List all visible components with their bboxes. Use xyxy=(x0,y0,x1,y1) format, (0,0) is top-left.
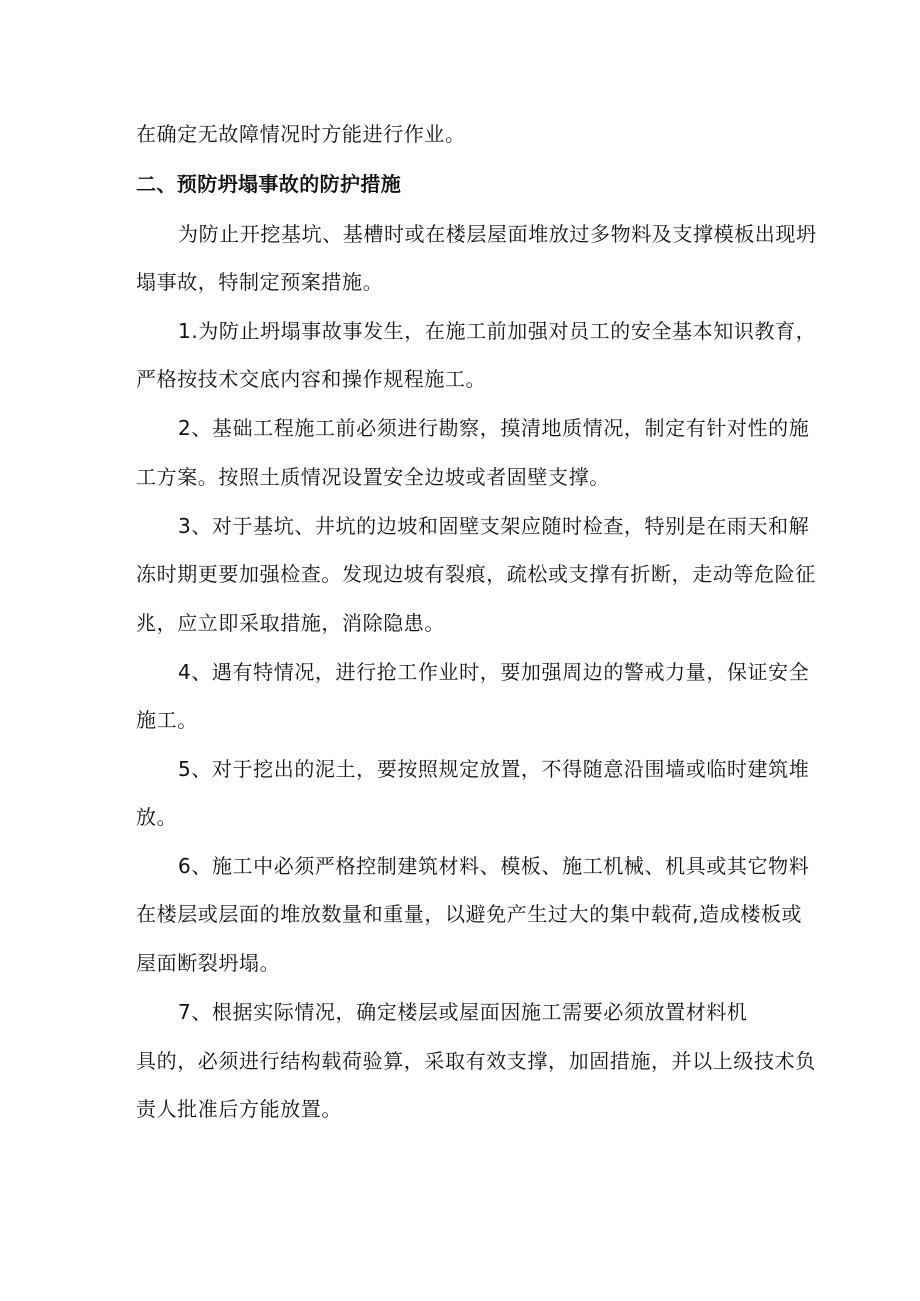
paragraph-line: 在楼层或层面的堆放数量和重量，以避免产生过大的集中载荷,造成楼板或 xyxy=(136,902,803,926)
paragraph-line: 责人批准后方能放置。 xyxy=(136,1097,342,1121)
paragraph-line: 严格按技术交底内容和操作规程施工。 xyxy=(136,367,487,391)
paragraph-line: 兆，应立即采取措施，消除隐患。 xyxy=(136,611,445,635)
section-heading: 二、预防坍塌事故的防护措施 xyxy=(136,172,402,196)
paragraph-line: 工方案。按照土质情况设置安全边坡或者固壁支撑。 xyxy=(136,465,610,489)
text-line: 在确定无故障情况时方能进行作业。 xyxy=(136,122,466,146)
paragraph-line: 7、根据实际情况，确定楼层或屋面因施工需要必须放置材料机 xyxy=(178,1000,748,1024)
paragraph-line: 4、遇有特情况，进行抢工作业时，要加强周边的警戒力量，保证安全 xyxy=(178,660,810,684)
paragraph-line: 3、对于基坑、井坑的边坡和固壁支架应随时检查，特别是在雨天和解 xyxy=(178,514,810,538)
paragraph-line: 6、施工中必须严格控制建筑材料、模板、施工机械、机具或其它物料 xyxy=(178,854,810,878)
paragraph-line: 塌事故，特制定预案措施。 xyxy=(136,270,384,294)
paragraph-line: 冻时期更要加强检查。发现边坡有裂痕，疏松或支撑有折断，走动等危险征 xyxy=(136,562,816,586)
paragraph-line: 为防止开挖基坑、基槽时或在楼层屋面堆放过多物料及支撑模板出现坍 xyxy=(178,222,817,246)
paragraph-line: 具的，必须进行结构载荷验算，采取有效支撑，加固措施，并以上级技术负 xyxy=(136,1049,816,1073)
paragraph-line: 5、对于挖出的泥土，要按照规定放置，不得随意沿围墙或临时建筑堆 xyxy=(178,757,810,781)
paragraph-line: 屋面断裂坍塌。 xyxy=(136,951,281,975)
paragraph-line: 2、基础工程施工前必须进行勘察，摸清地质情况，制定有针对性的施 xyxy=(178,416,810,440)
paragraph-line: 放。 xyxy=(136,805,178,829)
paragraph-line: 1.为防止坍塌事故事发生，在施工前加强对员工的安全基本知识教育， xyxy=(178,319,817,343)
paragraph-line: 施工。 xyxy=(136,708,198,732)
